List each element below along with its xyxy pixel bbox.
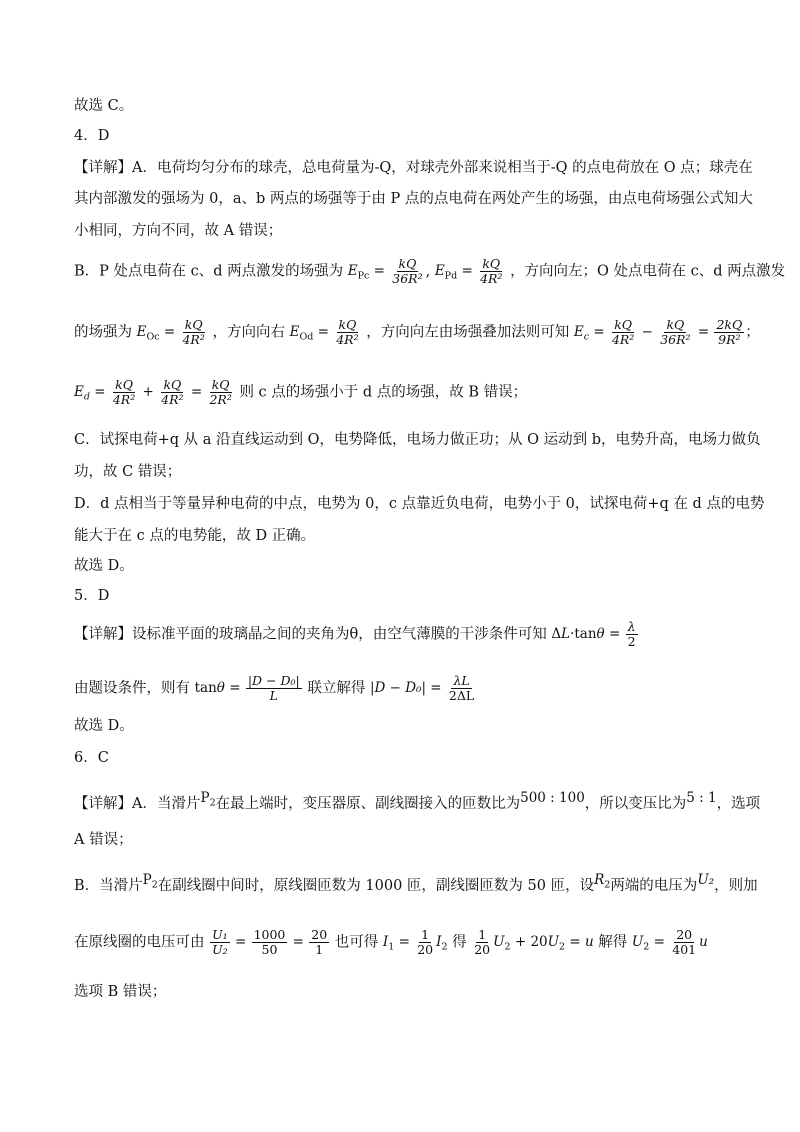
formula-voltage-ratio: $\frac{\text{U₁}}{\text{U₂}}$ = $\frac{1000}{50}$ = $\frac{20}{1}$ [212,927,328,958]
formula-solution: |D − D₀| = $\frac{\lambda L}{2\Delta L}$ [369,673,475,704]
ratio-turns: 500 : 100 [520,790,585,806]
text-fragment: ，方向向左由场强叠加法则可知 [366,324,570,341]
text-fragment: ，所以变压比为 [584,795,687,812]
answer-heading-5: 5．D [74,588,110,604]
formula-u2-result: $U_2$ = $\frac{20}{401}$ u [631,927,708,958]
text-line: 能大于在 c 点的电势能，故 D 正确。 [74,528,316,544]
text-fragment: 两端的电压为 [610,877,698,894]
text-fragment: 则 c 点的场强小于 d 点的场强，故 B 错误； [239,384,528,401]
text-fragment: 在最上端时，变压器原、副线圈接入的匝数比为 [215,795,521,812]
text-fragment: 在原线圈的电压可由 [74,934,205,951]
formula-e-pc: $E_{Pc}$ = $\frac{kQ}{\text{36R²}}$ [347,256,423,287]
text-line-interference [74,620,639,650]
text-line: 故选 C。 [74,98,134,114]
text-fragment: ，方向向左；O 处点电荷在 c、d 两点激发 [510,263,786,280]
text-fragment: B．P 处点电荷在 c、d 两点激发的场强为 [74,263,344,280]
formula-e-pd: $E_{Pd}$ = $\frac{kQ}{\text{4R²}}$ [434,256,503,287]
formula-tan-theta: tanθ = $\frac{\text{|D − D₀|}}{L}$ [194,673,300,704]
symbol-p2: P2 [142,872,158,891]
ratio-voltage: 5 : 1 [686,790,717,806]
text-line: D．d 点相当于等量异种电荷的中点，电势为 0，c 点靠近负电荷，电势小于 0，试探电荷+q 在 d 点的电势 [74,496,765,512]
text-line-voltage-eq [74,928,708,958]
text-line-slider-top [74,790,760,813]
text-fragment: 在副线圈中间时，原线圈匝数为 1000 匝，副线圈匝数为 50 匝，设 [157,877,595,894]
symbol-u2: U₂ [697,872,715,888]
text-fragment: ，方向向右 [212,324,285,341]
formula-e-d: $E_d$ = $\frac{kQ}{\text{4R²}}$ + $\frac{kQ}{\text{4R²}}$ = $\frac{kQ}{\text{2R²}}$ [74,377,232,408]
formula-e-oc: $E_{Oc}$ = $\frac{kQ}{\text{4R²}}$ [136,317,205,348]
text-fragment: 的场强为 [74,324,132,341]
text-line-b-fields: B．P 处点电荷在 c、d 两点激发的场强为 $E_{Pc}$ = $\frac{kQ}{\text{36R²}}$ , $E_{Pd}$ = $\frac{kQ}{\text{4R²}}$ ，方向向左；O 处点电荷在 c、d 两点激发 [74,256,786,287]
answer-heading-4: 4．D [74,128,110,144]
formula-current: $I_1$ = $\frac{1}{20}$ $I_2$ [382,927,448,958]
text-line-e-d [74,378,527,408]
symbol-p2: P2 [200,790,216,809]
symbol-r2: R2 [594,872,611,891]
formula-e-od: $E_{Od}$ = $\frac{kQ}{\text{4R²}}$ [289,317,359,348]
text-fragment: 解得 [598,934,628,951]
text-fragment: 得 [452,934,467,951]
text-line: 其内部激发的强场为 0，a、b 两点的场强等于由 P 点的点电荷在两处产生的场强，由点电荷场强公式知大 [74,191,753,207]
text-line-tan [74,674,477,704]
text-line: A 错误； [74,832,133,848]
formula-e-c: $E_c$ = $\frac{kQ}{\text{4R²}}$ − $\frac{kQ}{\text{36R²}}$ = $\frac{2kQ}{\text{9R²}}$ [573,317,743,348]
text-line-o-fields: 的场强为 $E_{Oc}$ = $\frac{kQ}{\text{4R²}}$ ，方向向右 $E_{Od}$ = $\frac{kQ}{\text{4R²}}$ ，方向向左由场强叠加法则可知 $E_c$ = $\frac{kQ}{\text{4R²}}$ − $\frac{kQ}{\text{36R²}}$ = $\frac{2kQ}{\text{9R²}}$ ； [74,317,760,348]
text-line: C．试探电荷+q 从 a 沿直线运动到 O，电势降低，电场力做正功；从 O 运动到 b，电势升高，电场力做负 [74,432,761,448]
text-line: 功，故 C 错误； [74,464,182,480]
text-line-slider-middle [74,872,758,895]
text-line: 【详解】A．电荷均匀分布的球壳，总电荷量为-Q，对球壳外部来说相当于-Q 的点电荷放在 O 点；球壳在 [74,160,753,176]
text-line: 故选 D。 [74,558,134,574]
text-line: 小相同，方向不同，故 A 错误； [74,223,283,239]
answer-heading-6: 6．C [74,750,109,766]
text-fragment: 【详解】设标准平面的玻璃晶之间的夹角为θ，由空气薄膜的干涉条件可知 [74,626,547,643]
formula-sum: $\frac{1}{20}$ $U_2 + 20U_2 = u$ [474,927,594,958]
text-line: 故选 D。 [74,718,134,734]
text-fragment: 也可得 [334,934,379,951]
text-line: 选项 B 错误； [74,984,167,1000]
text-fragment: 由题设条件，则有 [74,680,190,697]
text-fragment: ，选项 [716,795,761,812]
formula-interference: ΔL·tanθ = $\frac{\lambda}{2}$ [551,619,636,650]
text-fragment: 【详解】A．当滑片 [74,795,201,812]
text-fragment: 联立解得 [307,680,366,697]
text-fragment: B．当滑片 [74,877,143,894]
text-fragment: ，则加 [714,877,758,894]
